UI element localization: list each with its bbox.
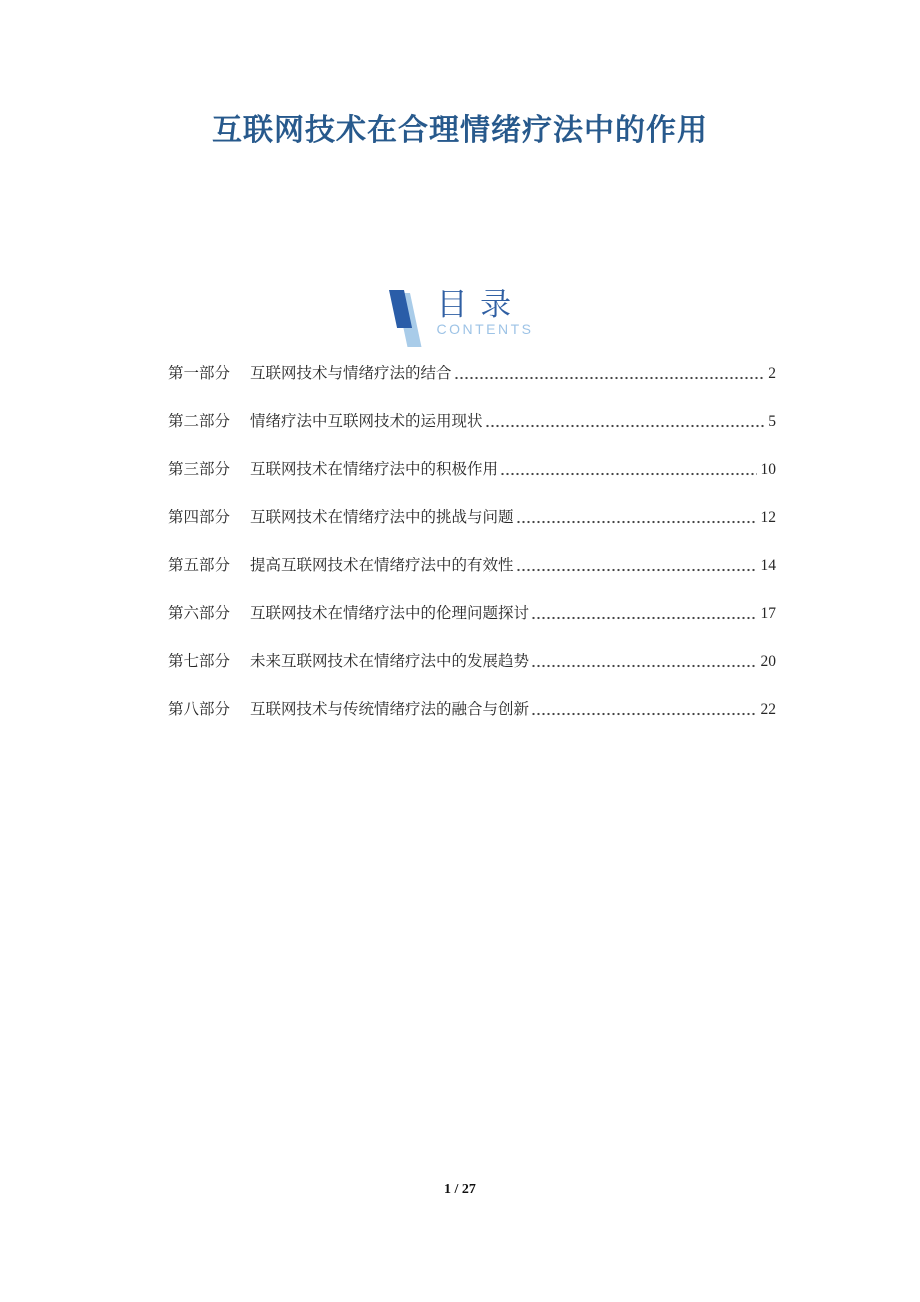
toc-entry-title: 互联网技术与传统情绪疗法的融合与创新 [250, 701, 530, 718]
toc-entry-title: 提高互联网技术在情绪疗法中的有效性 [250, 557, 514, 574]
toc-entry[interactable] [168, 509, 776, 527]
toc-entry-page: 10 [760, 461, 776, 478]
toc-list [168, 365, 776, 749]
toc-entry-page: 12 [760, 509, 776, 526]
toc-entry-page: 22 [760, 701, 776, 718]
toc-entry[interactable] [168, 557, 776, 575]
toc-entry-part: 第四部分 [168, 509, 231, 526]
toc-entry-title: 互联网技术与情绪疗法的结合 [250, 365, 452, 382]
toc-header [0, 288, 920, 352]
toc-entry-part: 第八部分 [168, 701, 231, 718]
toc-subheading: CONTENTS [436, 321, 534, 337]
toc-entry-part: 第五部分 [168, 557, 231, 574]
toc-entry-page: 2 [768, 365, 776, 382]
toc-entry[interactable] [168, 461, 776, 479]
toc-heading-block [437, 288, 534, 337]
toc-dot-leader [454, 375, 765, 381]
toc-dot-leader [531, 711, 756, 717]
toc-entry-part: 第三部分 [168, 461, 231, 478]
toc-dot-leader [500, 471, 756, 477]
toc-entry-title: 互联网技术在情绪疗法中的伦理问题探讨 [250, 605, 530, 622]
toc-entry[interactable] [168, 413, 776, 431]
toc-heading: 目 录 [436, 287, 514, 322]
toc-dot-leader [485, 423, 765, 429]
toc-entry-page: 14 [760, 557, 776, 574]
toc-entry-title: 未来互联网技术在情绪疗法中的发展趋势 [250, 653, 530, 670]
toc-entry[interactable] [168, 701, 776, 719]
toc-dot-leader [516, 519, 757, 525]
toc-entry[interactable] [168, 605, 776, 623]
toc-entry[interactable] [168, 365, 776, 383]
page-title: 互联网技术在合理情绪疗法中的作用 [212, 114, 708, 147]
toc-entry-page: 17 [760, 605, 776, 622]
toc-entry-part: 第一部分 [168, 365, 231, 382]
toc-entry-title: 互联网技术在情绪疗法中的挑战与问题 [250, 509, 514, 526]
toc-entry-part: 第二部分 [168, 413, 231, 430]
toc-dot-leader [516, 567, 757, 573]
toc-entry-part: 第六部分 [168, 605, 231, 622]
page-number: 1 / 27 [444, 1182, 476, 1197]
toc-ribbon-icon [387, 290, 427, 352]
toc-entry[interactable] [168, 653, 776, 671]
toc-entry-page: 5 [768, 413, 776, 430]
toc-entry-title: 互联网技术在情绪疗法中的积极作用 [250, 461, 499, 478]
toc-entry-page: 20 [760, 653, 776, 670]
toc-entry-part: 第七部分 [168, 653, 231, 670]
toc-dot-leader [531, 615, 756, 621]
toc-dot-leader [531, 663, 756, 669]
page-footer [0, 1182, 920, 1198]
toc-entry-title: 情绪疗法中互联网技术的运用现状 [250, 413, 483, 430]
